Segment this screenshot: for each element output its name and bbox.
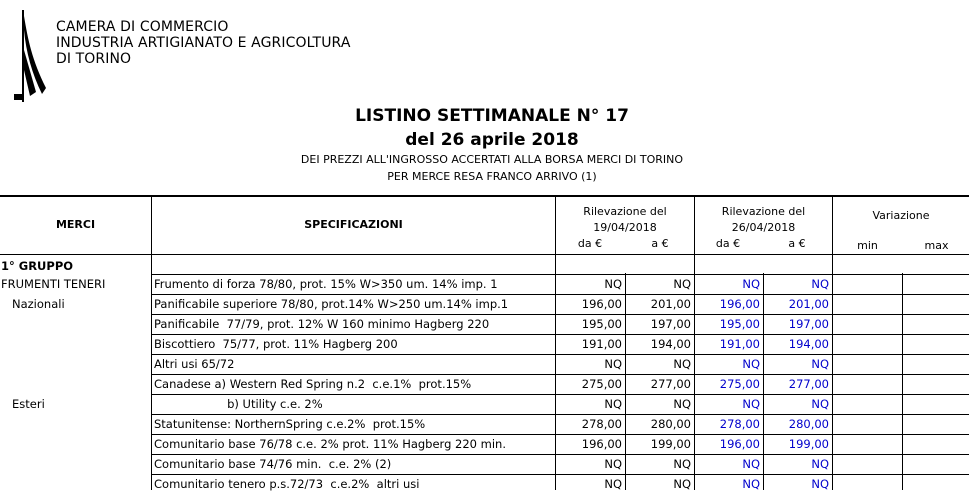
price-curr-da: 191,00 — [719, 337, 760, 351]
price-prev-a: 194,00 — [650, 337, 691, 351]
price-curr-a: 194,00 — [788, 337, 829, 351]
price-curr-a: NQ — [811, 477, 829, 491]
price-prev-a: 197,00 — [650, 317, 691, 331]
price-curr-da: NQ — [742, 457, 760, 471]
chamber-line-1: CAMERA DI COMMERCIO — [56, 19, 229, 35]
row-spec: Panificabile superiore 78/80, prot.14% W>250 um.14% imp.1 — [154, 297, 509, 311]
col-header-curr-da: da € — [715, 237, 741, 250]
price-prev-da: NQ — [604, 397, 622, 411]
price-prev-a: NQ — [673, 357, 691, 371]
price-curr-a: 201,00 — [788, 297, 829, 311]
price-prev-a: NQ — [673, 477, 691, 491]
price-curr-a: NQ — [811, 357, 829, 371]
col-header-rilev-prev-label: Rilevazione del — [583, 205, 667, 218]
row-divider — [152, 374, 969, 375]
price-prev-a: 199,00 — [650, 437, 691, 451]
col-header-specificazioni: SPECIFICAZIONI — [304, 218, 403, 231]
price-prev-da: 191,00 — [581, 337, 622, 351]
subtitle-1: DEI PREZZI ALL'INGROSSO ACCERTATI ALLA BORSA MERCI DI TORINO — [300, 153, 684, 166]
col-divider — [151, 196, 152, 490]
price-curr-da: 278,00 — [719, 417, 760, 431]
price-prev-da: 196,00 — [581, 437, 622, 451]
price-curr-da: 196,00 — [719, 297, 760, 311]
price-curr-a: 280,00 — [788, 417, 829, 431]
price-curr-da: 196,00 — [719, 437, 760, 451]
price-prev-a: NQ — [673, 457, 691, 471]
table-top-border — [0, 195, 969, 197]
col-header-min: min — [857, 239, 878, 252]
col-header-rilev-curr-date: 26/04/2018 — [731, 221, 796, 234]
row-divider — [152, 414, 969, 415]
row-divider — [152, 294, 969, 295]
price-prev-da: 195,00 — [581, 317, 622, 331]
origin-label-esteri: Esteri — [12, 397, 45, 411]
price-prev-a: 277,00 — [650, 377, 691, 391]
col-header-merci: MERCI — [55, 218, 96, 231]
chamber-line-2: INDUSTRIA ARTIGIANATO E AGRICOLTURA — [56, 35, 351, 51]
price-prev-a: NQ — [673, 397, 691, 411]
price-curr-a: NQ — [811, 397, 829, 411]
col-header-rilev-prev-date: 19/04/2018 — [593, 221, 657, 234]
row-spec: Frumento di forza 78/80, prot. 15% W>350 um. 14% imp. 1 — [154, 277, 498, 291]
chamber-logo — [6, 10, 50, 102]
row-divider — [152, 454, 969, 455]
col-header-prev-a: a € — [651, 237, 669, 250]
price-curr-a: NQ — [811, 457, 829, 471]
col-header-rilev-curr-label: Rilevazione del — [721, 205, 806, 218]
price-prev-da: NQ — [604, 477, 622, 491]
chamber-line-3: DI TORINO — [56, 51, 132, 67]
price-prev-da: 278,00 — [581, 417, 622, 431]
price-curr-a: 197,00 — [788, 317, 829, 331]
price-curr-da: NQ — [742, 357, 760, 371]
price-prev-a: 201,00 — [650, 297, 691, 311]
category-label: FRUMENTI TENERI — [1, 277, 106, 291]
row-spec: Canadese a) Western Red Spring n.2 c.e.1% prot.15% — [154, 377, 472, 391]
price-curr-da: 195,00 — [719, 317, 760, 331]
row-divider — [152, 434, 969, 435]
row-divider — [152, 394, 969, 395]
chamber-name — [56, 19, 351, 67]
price-prev-da: 275,00 — [581, 377, 622, 391]
price-curr-a: 199,00 — [788, 437, 829, 451]
row-spec: Altri usi 65/72 — [154, 357, 235, 371]
row-divider — [152, 334, 969, 335]
listino-date: del 26 aprile 2018 — [405, 130, 579, 150]
price-curr-da: NQ — [742, 277, 760, 291]
price-prev-da: NQ — [604, 457, 622, 471]
row-spec: Panificabile 77/79, prot. 12% W 160 minimo Hagberg 220 — [154, 317, 490, 331]
price-prev-da: NQ — [604, 277, 622, 291]
price-curr-a: NQ — [811, 277, 829, 291]
origin-label-nazionali: Nazionali — [12, 297, 65, 311]
row-spec: b) Utility c.e. 2% — [154, 397, 323, 411]
col-divider — [902, 273, 903, 490]
row-divider — [152, 274, 969, 275]
table-header-bottom — [0, 254, 969, 255]
col-divider — [832, 196, 833, 490]
col-header-prev-da: da € — [577, 237, 603, 250]
row-spec: Statunitense: NorthernSpring c.e.2% prot.15% — [154, 417, 426, 431]
price-prev-a: NQ — [673, 277, 691, 291]
subtitle-2: PER MERCE RESA FRANCO ARRIVO (1) — [387, 170, 597, 183]
col-header-variazione: Variazione — [872, 209, 930, 222]
col-header-curr-a: a € — [788, 237, 806, 250]
price-curr-da: NQ — [742, 477, 760, 491]
row-divider — [152, 314, 969, 315]
price-curr-a: 277,00 — [788, 377, 829, 391]
price-prev-da: NQ — [604, 357, 622, 371]
row-spec: Comunitario base 76/78 c.e. 2% prot. 11% Hagberg 220 min. — [154, 437, 506, 451]
listino-title: LISTINO SETTIMANALE N° 17 — [355, 106, 629, 126]
row-spec: Comunitario base 74/76 min. c.e. 2% (2) — [154, 457, 392, 471]
col-header-max: max — [924, 239, 949, 252]
price-prev-a: 280,00 — [650, 417, 691, 431]
group-label: 1° GRUPPO — [1, 259, 74, 273]
price-curr-da: 275,00 — [719, 377, 760, 391]
price-curr-da: NQ — [742, 397, 760, 411]
row-spec: Biscottiero 75/77, prot. 11% Hagberg 200 — [154, 337, 398, 351]
row-divider — [152, 354, 969, 355]
row-spec: Comunitario tenero p.s.72/73 c.e.2% altri usi — [154, 477, 420, 491]
row-divider — [152, 474, 969, 475]
price-prev-da: 196,00 — [581, 297, 622, 311]
